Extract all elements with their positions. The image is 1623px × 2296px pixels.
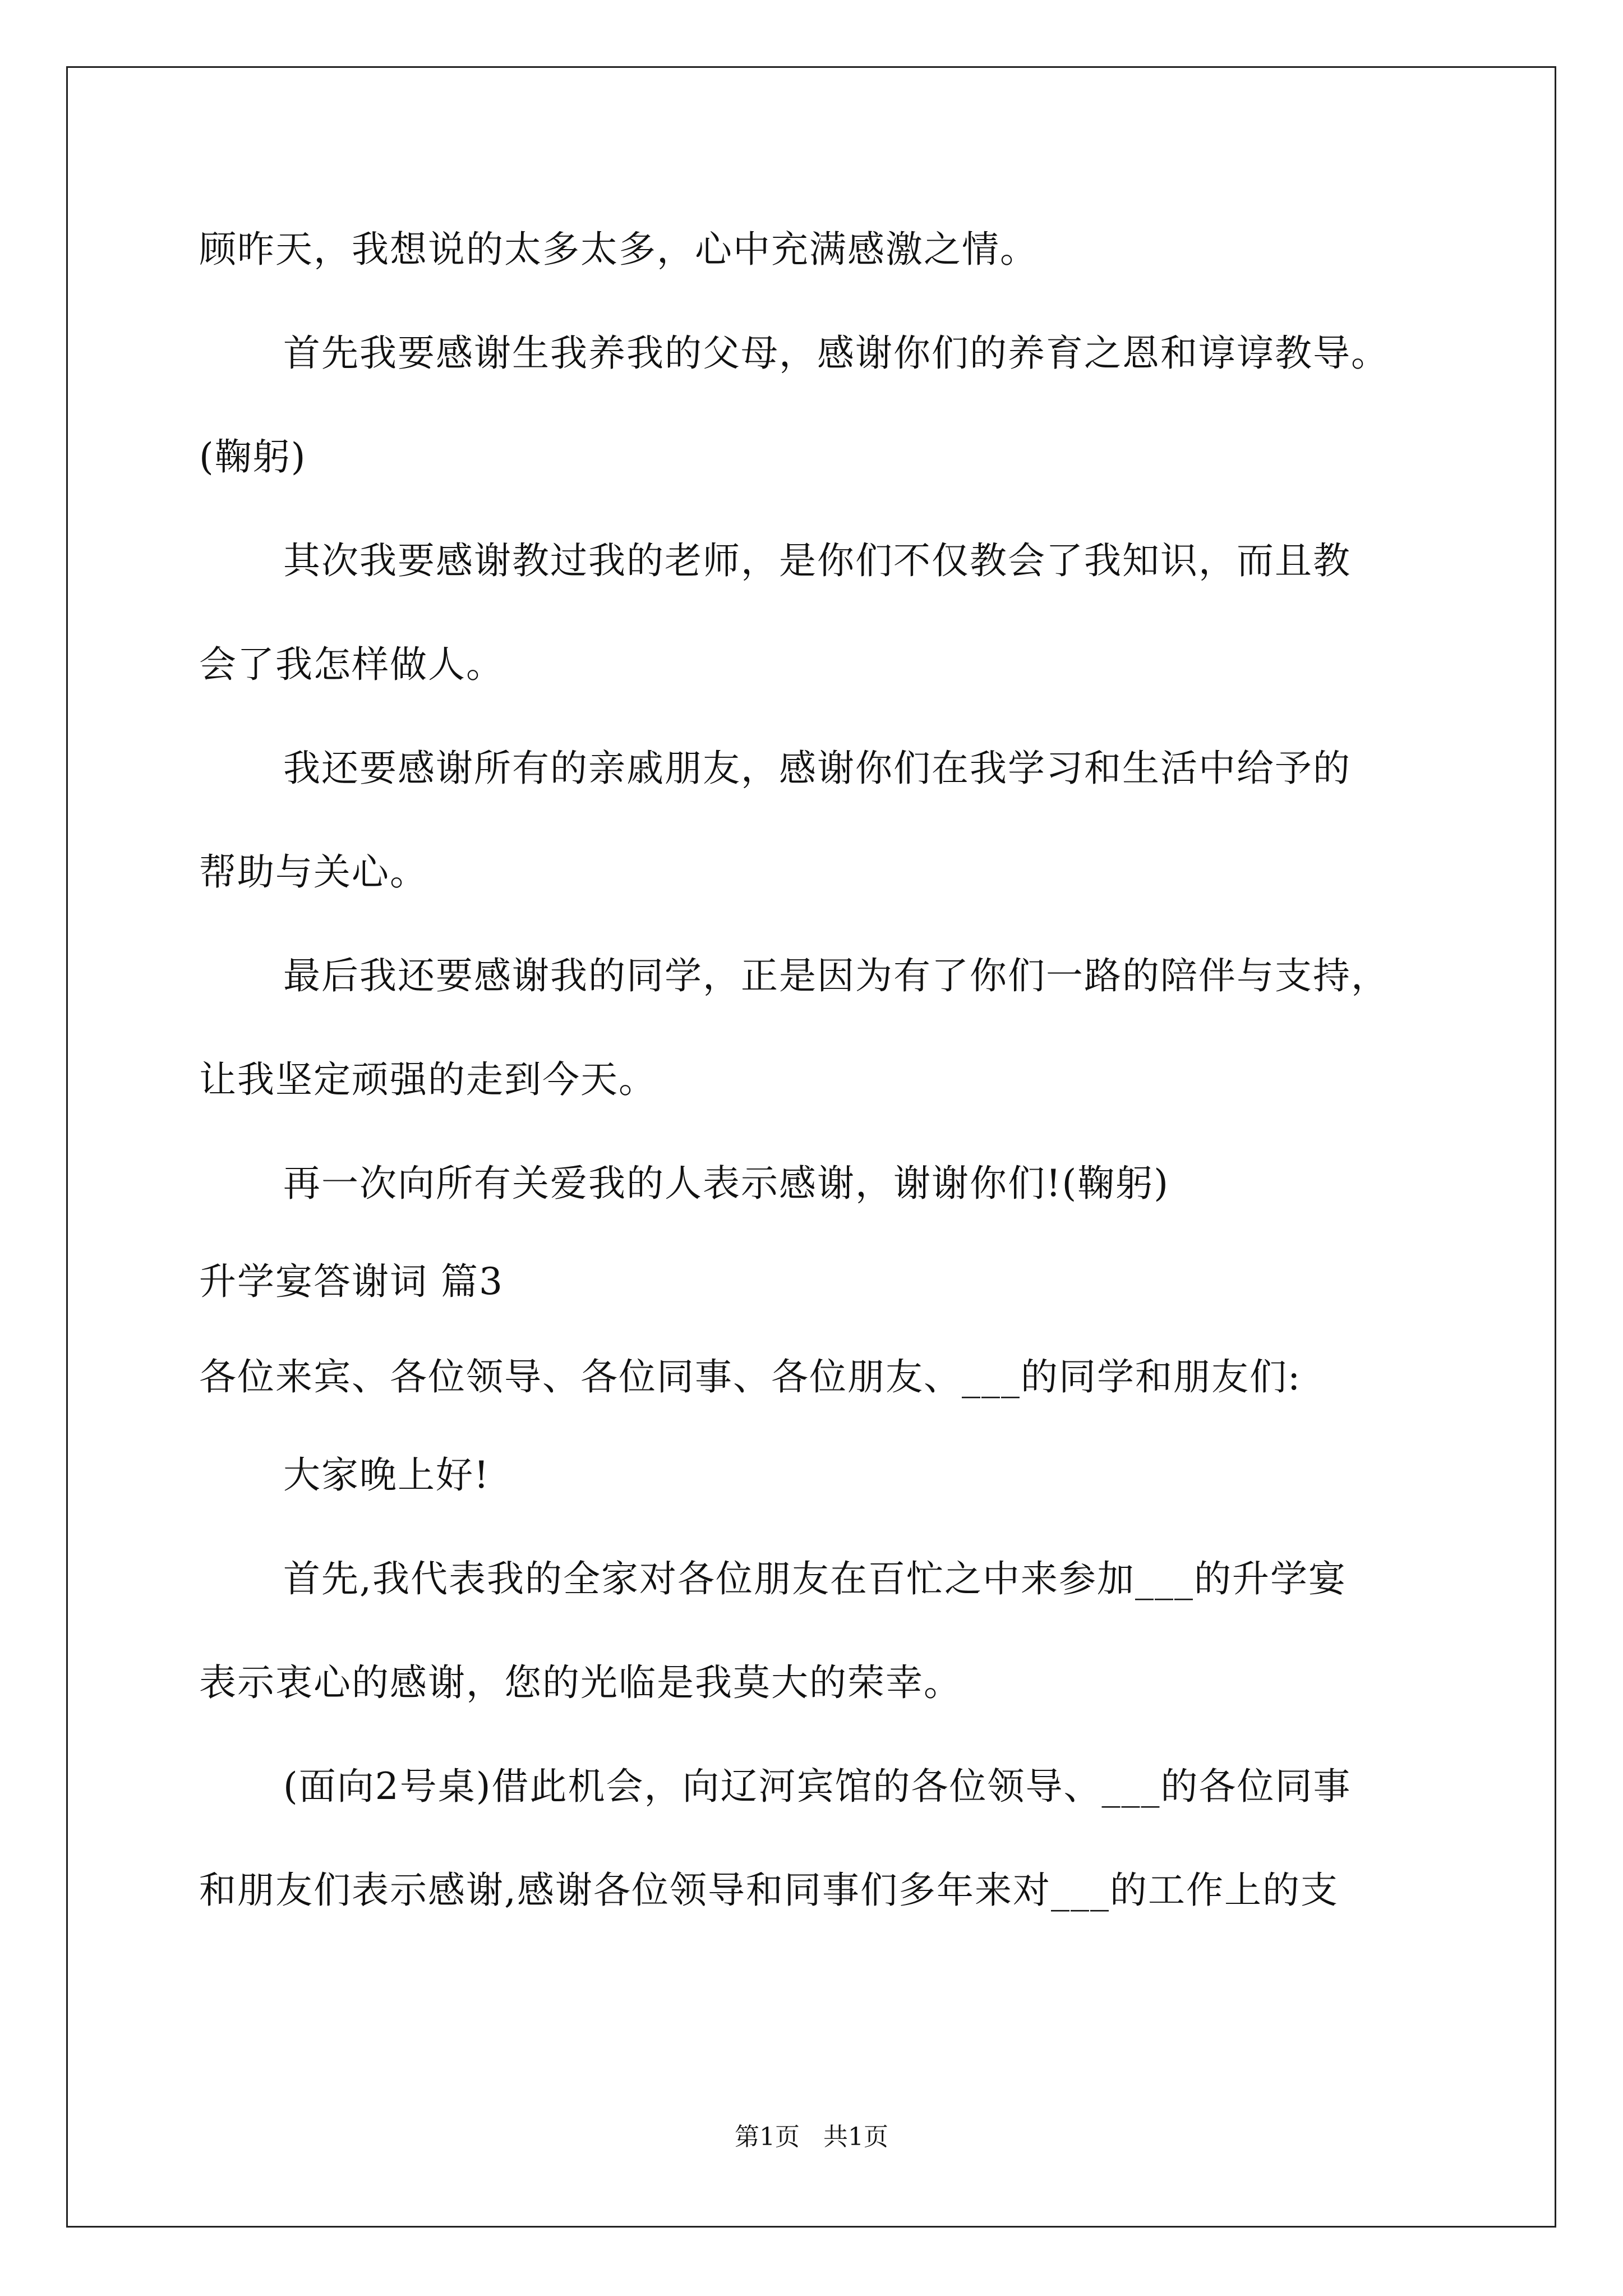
- text-line: 会了我怎样做人。: [199, 643, 504, 686]
- text-line: 最后我还要感谢我的同学，正是因为有了你们一路的陪伴与支持，: [283, 954, 1389, 997]
- page-number: 第1页: [735, 2123, 800, 2151]
- page-footer: [0, 2123, 1623, 2151]
- text-line: 和朋友们表示感谢,感谢各位领导和同事们多年来对___的工作上的支: [199, 1869, 1339, 1912]
- text-line: 帮助与关心。: [199, 850, 428, 894]
- section-heading: 升学宴答谢词 篇3: [199, 1260, 504, 1303]
- total-pages: 共1页: [823, 2123, 888, 2151]
- text-line: 顾昨天，我想说的太多太多，心中充满感激之情。: [199, 228, 1038, 271]
- salutation-line: 各位来宾、各位领导、各位同事、各位朋友、___的同学和朋友们:: [199, 1355, 1302, 1398]
- text-line: (面向2号桌)借此机会，向辽河宾馆的各位领导、___的各位同事: [283, 1765, 1352, 1808]
- text-line: 表示衷心的感谢，您的光临是我莫大的荣幸。: [199, 1661, 962, 1704]
- text-line: 我还要感谢所有的亲戚朋友，感谢你们在我学习和生活中给予的: [283, 747, 1351, 790]
- text-line: (鞠躬): [199, 435, 307, 478]
- text-line: 让我坚定顽强的走到今天。: [199, 1058, 657, 1101]
- text-line: 首先,我代表我的全家对各位朋友在百忙之中来参加___的升学宴: [283, 1557, 1347, 1600]
- text-line: 首先我要感谢生我养我的父母，感谢你们的养育之恩和谆谆教导。: [283, 332, 1389, 375]
- greeting-line: 大家晚上好!: [283, 1453, 490, 1497]
- text-line: 其次我要感谢教过我的老师，是你们不仅教会了我知识，而且教: [283, 539, 1351, 582]
- text-line: 再一次向所有关爱我的人表示感谢，谢谢你们!(鞠躬): [283, 1162, 1170, 1205]
